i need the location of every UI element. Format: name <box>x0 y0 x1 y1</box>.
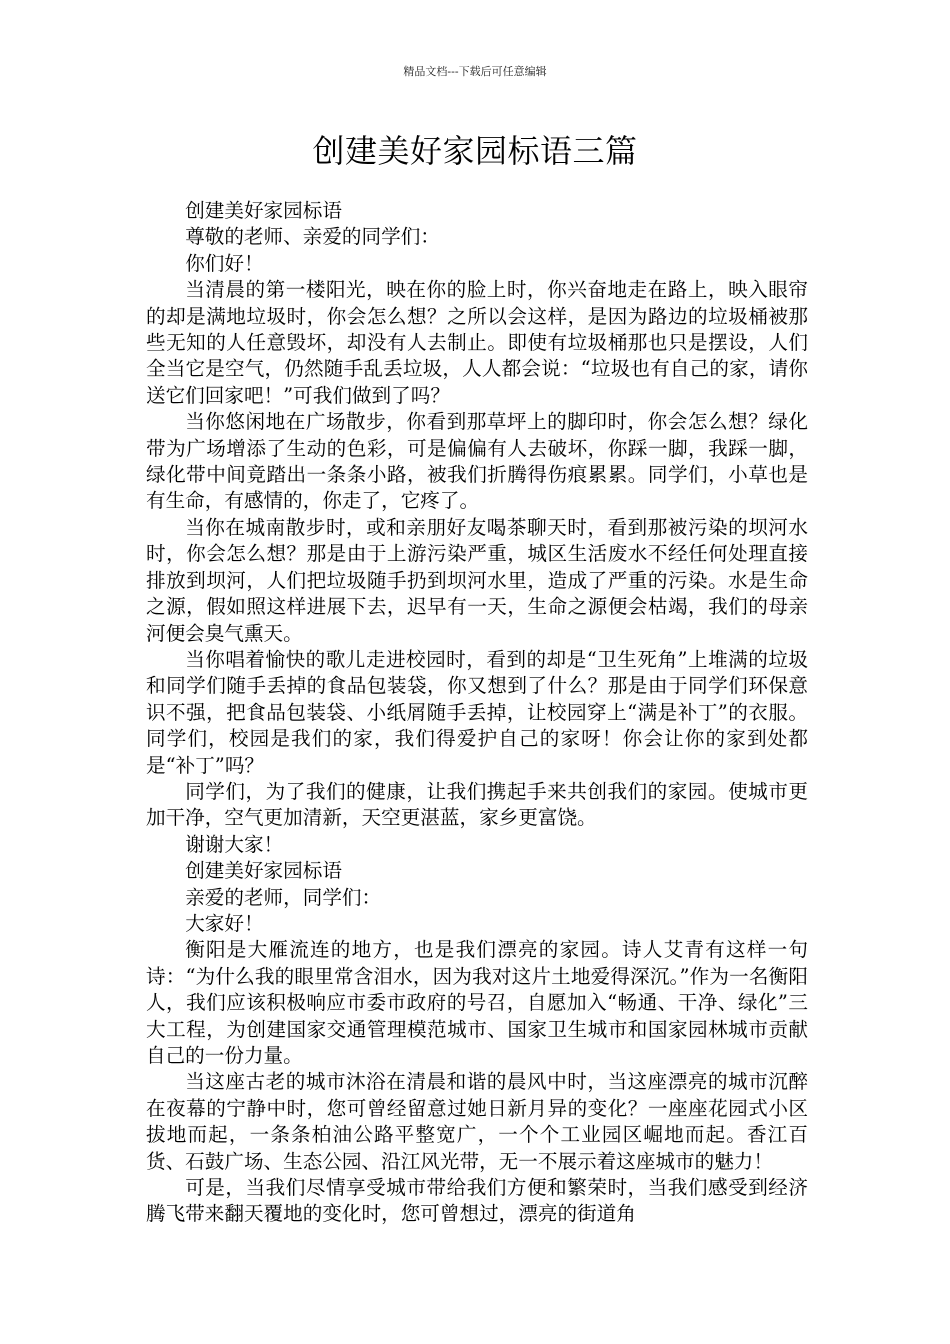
paragraph: 当你在城南散步时，或和亲朋好友喝茶聊天时，看到那被污染的坝河水时，你会怎么想？那是由于上游污染严重，城区生活废水不经任何处理直接排放到坝河，人们把垃圾随手扔到坝河水里，造成了严重的污染。水是生命之源，假如照这样进展下去，迟早有一天，生命之源便会枯竭，我们的母亲河便会臭气熏天。 <box>146 515 808 645</box>
paragraph: 当这座古老的城市沐浴在清晨和谐的晨风中时，当这座漂亮的城市沉醉在夜幕的宁静中时，您可曾经留意过她日新月异的变化？一座座花园式小区拔地而起，一条条柏油公路平整宽广，一个个工业园区崛地而起。香江百货、石鼓广场、生态公园、沿江风光带，无一不展示着这座城市的魅力！ <box>146 1070 808 1173</box>
page-header: 精品文档---下载后可任意编辑 <box>403 65 547 78</box>
paragraph: 同学们，为了我们的健康，让我们携起手来共创我们的家园。使城市更加干净，空气更加清新，天空更湛蓝，家乡更富饶。 <box>146 779 808 830</box>
paragraph-salutation-2: 亲爱的老师，同学们： <box>185 885 382 909</box>
paragraph-subtitle-1: 创建美好家园标语 <box>185 199 342 222</box>
paragraph-salutation-1: 尊敬的老师、亲爱的同学们： <box>185 225 440 249</box>
document-body <box>146 198 808 1228</box>
paragraph: 当清晨的第一楼阳光，映在你的脸上时，你兴奋地走在路上，映入眼帘的却是满地垃圾时，你会怎么想？之所以会这样，是因为路边的垃圾桶被那些无知的人任意毁坏，却没有人去制止。即使有垃圾桶那也只是摆设，人们全当它是空气，仍然随手乱丢垃圾，人人都会说：“垃圾也有自己的家，请你送它们回家吧！”可我们做到了吗？ <box>146 278 808 407</box>
paragraph: 当你悠闲地在广场散步，你看到那草坪上的脚印时，你会怎么想？绿化带为广场增添了生动的色彩，可是偏偏有人去破坏，你踩一脚，我踩一脚，绿化带中间竟踏出一条条小路，被我们折腾得伤痕累累。同学们，小草也是有生命，有感情的，你走了，它疼了。 <box>146 410 808 513</box>
paragraph: 可是，当我们尽情享受城市带给我们方便和繁荣时，当我们感受到经济腾飞带来翻天覆地的变化时，您可曾想过，漂亮的街道角 <box>146 1176 808 1226</box>
paragraph-subtitle-2: 创建美好家园标语 <box>185 859 342 883</box>
document-title: 创建美好家园标语三篇 <box>312 132 638 170</box>
paragraph-greeting-1: 你们好！ <box>185 251 264 275</box>
paragraph: 衡阳是大雁流连的地方，也是我们漂亮的家园。诗人艾青有这样一句诗：“为什么我的眼里常含泪水，因为我对这片土地爱得深沉。”作为一名衡阳人，我们应该积极响应市委市政府的号召，自愿加入“畅通、干净、绿化”三大工程，为创建国家交通管理模范城市、国家卫生城市和国家园林城市贡献自己的一份力量。 <box>146 938 808 1067</box>
paragraph: 当你唱着愉快的歌儿走进校园时，看到的却是“卫生死角”上堆满的垃圾和同学们随手丢掉的食品包装袋，你又想到了什么？那是由于同学们环保意识不强，把食品包装袋、小纸屑随手丢掉，让校园穿上“满是补丁”的衣服。同学们，校园是我们的家，我们得爱护自己的家呀！你会让你的家到处都是“补丁”吗？ <box>146 647 808 777</box>
paragraph-greeting-2: 大家好！ <box>185 911 264 935</box>
paragraph-closing-1: 谢谢大家！ <box>185 832 284 856</box>
